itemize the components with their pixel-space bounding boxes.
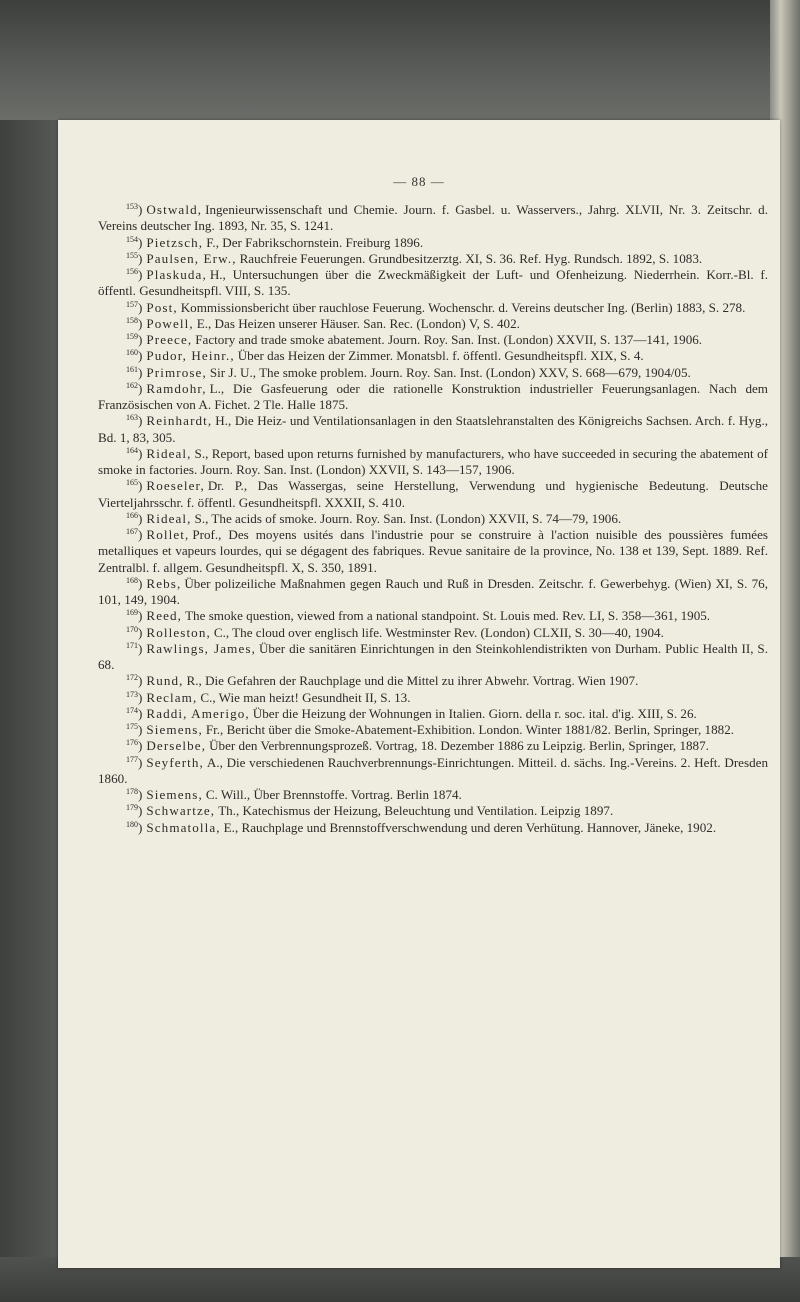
reference-author: Primrose, bbox=[146, 364, 207, 380]
reference-number-paren: ) bbox=[138, 315, 143, 331]
reference-author: Paulsen, Erw., bbox=[146, 250, 237, 266]
reference-number-paren: ) bbox=[138, 250, 143, 266]
reference-author: Derselbe, bbox=[146, 738, 207, 754]
reference-number: 167 bbox=[126, 527, 138, 536]
document-page bbox=[58, 120, 780, 1268]
reference-entry bbox=[98, 706, 768, 722]
reference-author: Ramdohr, bbox=[146, 380, 207, 396]
reference-text: Factory and trade smoke abatement. Journ. Roy. San. Inst. (London) XXVII, S. 137—141, 1906. bbox=[195, 332, 703, 347]
reference-entry bbox=[98, 625, 768, 641]
reference-author: Rideal, bbox=[146, 445, 192, 461]
reference-number: 177 bbox=[126, 754, 138, 764]
reference-number-paren: ) bbox=[138, 624, 143, 640]
reference-text: E., Rauchplage und Brennstoffverschwendung und deren Verhütung. Hannover, Jäneke, 1902. bbox=[223, 819, 717, 835]
reference-text: H., Die Heiz- und Ventilationsanlagen in den Staatslehranstalten des Königreichs Sachsen. Arch. f. Hyg., Bd. 1, 83, 305. bbox=[98, 413, 768, 445]
reference-list bbox=[98, 202, 768, 836]
reference-number-paren: ) bbox=[138, 413, 143, 429]
reference-text: Fr., Bericht über die Smoke-Abatement-Exhibition. London. Winter 1881/82. Berlin, Springer, 1882. bbox=[205, 722, 735, 737]
reference-entry bbox=[98, 511, 768, 527]
reference-number: 172 bbox=[126, 673, 138, 683]
reference-author: Raddi, Amerigo, bbox=[146, 705, 250, 721]
reference-number: 161 bbox=[126, 364, 138, 374]
reference-number-paren: ) bbox=[138, 348, 143, 364]
reference-text: Über das Heizen der Zimmer. Monatsbl. f. öffentl. Gesundheitspfl. XIX, S. 4. bbox=[237, 348, 644, 364]
reference-author: Rebs, bbox=[146, 575, 182, 591]
reference-number: 163 bbox=[126, 413, 138, 423]
reference-number: 159 bbox=[126, 332, 138, 341]
reference-author: Reclam, bbox=[146, 689, 198, 705]
reference-number-paren: ) bbox=[138, 722, 143, 737]
reference-number-paren: ) bbox=[138, 689, 143, 705]
reference-number-paren: ) bbox=[138, 332, 143, 347]
reference-author: Pietzsch, bbox=[146, 234, 204, 250]
reference-text: C., The cloud over englisch life. Westminster Rev. (London) CLXII, S. 30—40, 1904. bbox=[213, 624, 664, 640]
reference-number-paren: ) bbox=[138, 705, 143, 721]
reference-author: Preece, bbox=[146, 332, 193, 347]
reference-number-paren: ) bbox=[138, 819, 143, 835]
reference-number-paren: ) bbox=[138, 803, 143, 819]
reference-entry bbox=[98, 755, 768, 788]
reference-number: 166 bbox=[126, 510, 138, 520]
reference-text: H., Untersuchungen über die Zweckmäßigkeit der Luft- und Ofenheizung. Niederrhein. Korr.-Bl. f. öffentl. Gesundheitspfl. VIII, S. 135. bbox=[98, 267, 768, 299]
reference-text: Rauchfreie Feuerungen. Grundbesitzerztg. XI, S. 36. Ref. Hyg. Rundsch. 1892, S. 1083. bbox=[239, 250, 703, 266]
reference-author: Rollet, bbox=[146, 527, 190, 542]
reference-number: 153 bbox=[126, 202, 138, 211]
reference-entry bbox=[98, 527, 768, 576]
reference-number: 155 bbox=[126, 250, 138, 260]
reference-number-paren: ) bbox=[138, 608, 143, 624]
reference-number: 180 bbox=[126, 819, 138, 829]
reference-number-paren: ) bbox=[138, 640, 143, 656]
reference-entry bbox=[98, 641, 768, 674]
reference-author: Siemens, bbox=[146, 722, 203, 737]
reference-number: 176 bbox=[126, 738, 138, 748]
reference-number: 162 bbox=[126, 380, 138, 390]
reference-number-paren: ) bbox=[138, 527, 143, 542]
reference-entry bbox=[98, 478, 768, 511]
reference-entry bbox=[98, 446, 768, 479]
reference-text: L., Die Gasfeuerung oder die rationelle Konstruktion industrieller Feuerungsanlagen. Nach dem Französischen von A. Fichet. 2 Tle. Halle 1875. bbox=[98, 380, 768, 412]
reference-entry bbox=[98, 365, 768, 381]
reference-number: 178 bbox=[126, 787, 138, 796]
reference-number-paren: ) bbox=[138, 364, 143, 380]
reference-text: S., The acids of smoke. Journ. Roy. San. Inst. (London) XXVII, S. 74—79, 1906. bbox=[194, 510, 622, 526]
reference-entry bbox=[98, 738, 768, 754]
reference-number-paren: ) bbox=[138, 234, 143, 250]
reference-entry bbox=[98, 820, 768, 836]
reference-author: Rideal, bbox=[146, 510, 192, 526]
scan-background-top bbox=[0, 0, 800, 135]
reference-entry bbox=[98, 787, 768, 803]
reference-author: Schmatolla, bbox=[146, 819, 221, 835]
reference-text: Th., Katechismus der Heizung, Beleuchtung und Ventilation. Leipzig 1897. bbox=[218, 803, 614, 819]
reference-number-paren: ) bbox=[138, 267, 143, 282]
reference-author: Rund, bbox=[146, 673, 184, 689]
reference-author: Rawlings, James, bbox=[146, 640, 256, 656]
reference-number: 170 bbox=[126, 624, 138, 634]
reference-text: Kommissionsbericht über rauchlose Feuerung. Wochenschr. d. Vereins deutscher Ing. (Berlin) 1883, S. 278. bbox=[180, 299, 746, 315]
reference-author: Pudor, Heinr., bbox=[146, 348, 235, 364]
reference-entry bbox=[98, 722, 768, 738]
reference-number: 175 bbox=[126, 722, 138, 731]
reference-entry bbox=[98, 348, 768, 364]
reference-author: Plaskuda, bbox=[146, 267, 207, 282]
reference-number: 157 bbox=[126, 299, 138, 309]
reference-entry bbox=[98, 381, 768, 414]
reference-author: Post, bbox=[146, 299, 178, 315]
reference-number-paren: ) bbox=[138, 575, 143, 591]
reference-text: S., Report, based upon returns furnished by manufacturers, who have succeeded in securing the abatement of smoke in factories. Journ. Roy. San. Inst. (London) XXVII, S. 143—157, 1906. bbox=[98, 445, 768, 477]
reference-number-paren: ) bbox=[138, 787, 143, 802]
reference-entry bbox=[98, 267, 768, 300]
reference-text: The smoke question, viewed from a national standpoint. St. Louis med. Rev. LI, S. 358—361, 1905. bbox=[185, 608, 711, 624]
reference-number-paren: ) bbox=[138, 299, 143, 315]
reference-number: 169 bbox=[126, 608, 138, 618]
reference-number-paren: ) bbox=[138, 380, 143, 396]
reference-number-paren: ) bbox=[138, 754, 143, 770]
reference-number-paren: ) bbox=[138, 445, 143, 461]
reference-author: Seyferth, bbox=[146, 754, 204, 770]
reference-text: F., Der Fabrikschornstein. Freiburg 1896. bbox=[206, 234, 424, 250]
reference-entry bbox=[98, 202, 768, 235]
reference-author: Siemens, bbox=[146, 787, 203, 802]
reference-author: Schwartze, bbox=[146, 803, 216, 819]
reference-author: Ostwald, bbox=[146, 202, 203, 217]
reference-text: A., Die verschiedenen Rauchverbrennungs-Einrichtungen. Mitteil. d. sächs. Ing.-Vereins. 2. Heft. Dresden 1860. bbox=[98, 754, 768, 786]
reference-entry bbox=[98, 300, 768, 316]
reference-number: 164 bbox=[126, 445, 138, 455]
reference-text: Prof., Des moyens usités dans l'industrie pour se construire à l'action nuisible des poussières fumées metalliques et vapeurs lourdes, qui se dégagent des fabriques. Revue sanitaire de la province, No. 138 et 139, Sept. 1889. Ref. Zentralbl. f. allgem. Gesundheitspfl. X, S. 350, 1891. bbox=[98, 527, 768, 575]
reference-number: 173 bbox=[126, 689, 138, 699]
reference-number: 156 bbox=[126, 267, 138, 276]
reference-number: 168 bbox=[126, 575, 138, 585]
reference-text: C. Will., Über Brennstoffe. Vortrag. Berlin 1874. bbox=[205, 787, 462, 802]
reference-entry bbox=[98, 235, 768, 251]
reference-text: Über polizeiliche Maßnahmen gegen Rauch und Ruß in Dresden. Zeitschr. f. Gewerbehyg. (Wien) XI, S. 76, 101, 149, 1904. bbox=[98, 575, 768, 607]
reference-entry bbox=[98, 332, 768, 348]
reference-number: 165 bbox=[126, 478, 138, 488]
scan-background-left bbox=[0, 120, 58, 1302]
reference-author: Rolleston, bbox=[146, 624, 211, 640]
reference-entry bbox=[98, 576, 768, 609]
reference-text: E., Das Heizen unserer Häuser. San. Rec. (London) V, S. 402. bbox=[196, 315, 520, 331]
reference-text: Über die Heizung der Wohnungen in Italien. Giorn. della r. soc. ital. d'ig. XIII, S. 26. bbox=[252, 705, 697, 721]
reference-text: R., Die Gefahren der Rauchplage und die Mittel zu ihrer Abwehr. Vortrag. Wien 1907. bbox=[186, 673, 639, 689]
reference-entry bbox=[98, 608, 768, 624]
reference-entry bbox=[98, 413, 768, 446]
reference-number-paren: ) bbox=[138, 673, 143, 689]
reference-entry bbox=[98, 673, 768, 689]
reference-number: 171 bbox=[126, 640, 138, 650]
reference-number: 158 bbox=[126, 315, 138, 325]
reference-text: Über die sanitären Einrichtungen in den Steinkohlendistrikten von Durham. Public Health II, S. 68. bbox=[98, 640, 768, 672]
reference-author: Powell, bbox=[146, 315, 194, 331]
reference-number-paren: ) bbox=[138, 202, 143, 217]
reference-text: Sir J. U., The smoke problem. Journ. Roy. San. Inst. (London) XXV, S. 668—679, 1904/05. bbox=[209, 364, 691, 380]
reference-author: Reinhardt, bbox=[146, 413, 213, 429]
reference-number: 160 bbox=[126, 348, 138, 358]
reference-number: 179 bbox=[126, 803, 138, 813]
reference-entry bbox=[98, 690, 768, 706]
reference-author: Reed, bbox=[146, 608, 183, 624]
reference-text: Ingenieurwissenschaft und Chemie. Journ. f. Gasbel. u. Wasservers., Jahrg. XLVII, Nr. 3. Zeitschr. d. Vereins deutscher Ing. 1893, Nr. 35, S. 1241. bbox=[98, 202, 768, 234]
reference-number-paren: ) bbox=[138, 738, 143, 754]
reference-author: Roeseler, bbox=[146, 478, 205, 494]
reference-text: C., Wie man heizt! Gesundheit II, S. 13. bbox=[200, 689, 411, 705]
reference-number: 174 bbox=[126, 705, 138, 715]
reference-number-paren: ) bbox=[138, 510, 143, 526]
reference-text: Dr. P., Das Wassergas, seine Herstellung, Verwendung und hygienische Bedeutung. Deutsche Vierteljahrsschr. f. öffentl. Gesundheitspfl. XXXII, S. 410. bbox=[98, 478, 768, 510]
reference-entry bbox=[98, 803, 768, 819]
reference-text: Über den Verbrennungsprozeß. Vortrag, 18. Dezember 1886 zu Leipzig. Berlin, Springer, 1887. bbox=[209, 738, 709, 754]
reference-entry bbox=[98, 251, 768, 267]
reference-number-paren: ) bbox=[138, 478, 143, 494]
reference-number: 154 bbox=[126, 234, 138, 244]
reference-entry bbox=[98, 316, 768, 332]
page-number: — 88 — bbox=[393, 174, 445, 189]
